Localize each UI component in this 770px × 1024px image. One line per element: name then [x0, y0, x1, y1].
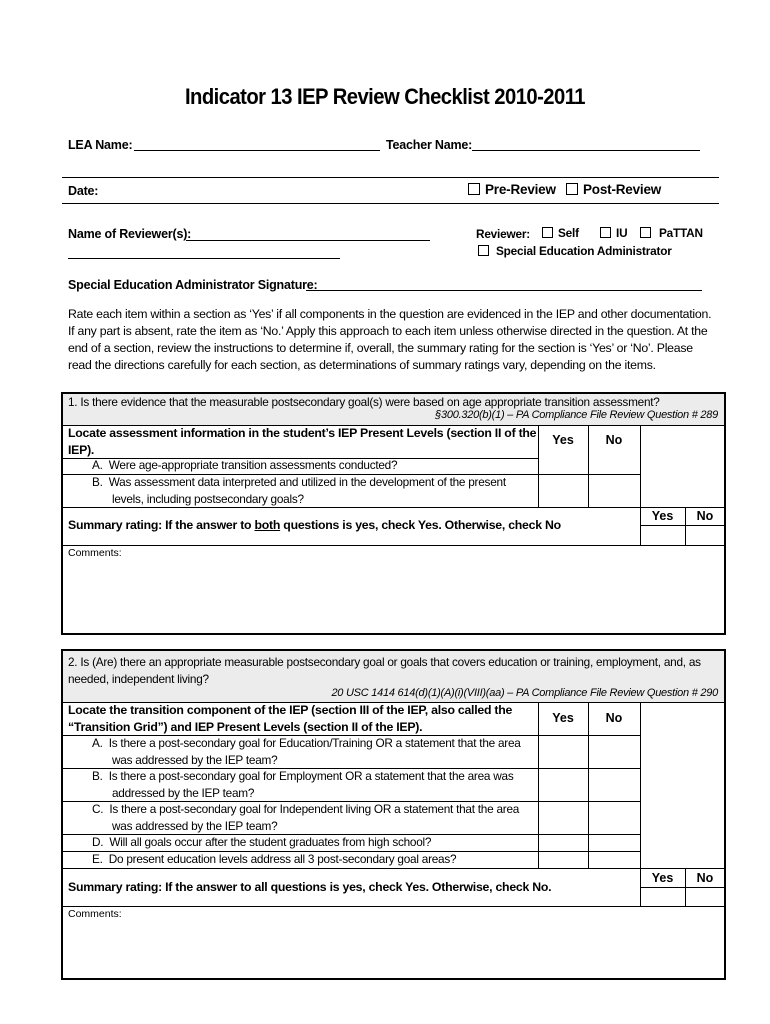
- section-2-item-b-yes-cell[interactable]: [539, 769, 588, 801]
- section-1-summary-no-label: No: [696, 509, 714, 523]
- pre-review-option[interactable]: [468, 182, 556, 197]
- item-text: Is there a post-secondary goal for Employment OR a statement that the area was: [108, 769, 514, 783]
- section-1-yes-header: Yes: [552, 433, 574, 447]
- section-2-item-c-no-cell[interactable]: [589, 802, 640, 834]
- locate-line: Locate the transition component of the IEP (section III of the IEP, also called the: [68, 703, 513, 717]
- instruction-line: end of a section, review the instructions to determine if, overall, the summary rating for the section is ‘Yes’ or ‘No’. Please: [68, 341, 693, 355]
- section-1-item-a: [92, 457, 397, 474]
- reviewer-label: Reviewer:: [476, 227, 530, 241]
- pre-review-label: Pre-Review: [485, 182, 556, 197]
- section-2-item-a-yes-cell[interactable]: [539, 736, 588, 768]
- reviewers-field-2[interactable]: [68, 258, 340, 259]
- row-divider: [62, 545, 725, 546]
- section-2-item-d-no-cell[interactable]: [589, 835, 640, 851]
- date-label: Date:: [68, 184, 99, 198]
- section-1-item-a-yes-cell[interactable]: [539, 458, 588, 474]
- teacher-name-label: Teacher Name:: [386, 138, 473, 152]
- section-2-question: [68, 654, 701, 687]
- section-2-item-a-no-cell[interactable]: [589, 736, 640, 768]
- post-review-option[interactable]: [566, 182, 661, 197]
- item-letter: B.: [92, 769, 103, 783]
- item-letter: A.: [92, 458, 103, 472]
- section-2-summary-no-cell[interactable]: [686, 888, 725, 906]
- item-letter: B.: [92, 475, 103, 489]
- summary-emphasis: both: [254, 518, 281, 532]
- section-2-item-d-yes-cell[interactable]: [539, 835, 588, 851]
- teacher-name-field[interactable]: [472, 150, 700, 151]
- post-review-checkbox[interactable]: [566, 183, 578, 195]
- section-2-no-header: No: [605, 711, 623, 725]
- section-2-item-b: [92, 768, 513, 801]
- section-2-summary: Summary rating: If the answer to all questions is yes, check Yes. Otherwise, check No.: [68, 880, 552, 894]
- section-1-item-a-no-cell[interactable]: [589, 458, 640, 474]
- pattan-label: PaTTAN: [659, 226, 703, 240]
- section-2-citation: 20 USC 1414 614(d)(1)(A)(i)(VIII)(aa) – PA Compliance File Review Question # 290: [331, 687, 718, 699]
- section-1-item-b-no-cell[interactable]: [589, 475, 640, 507]
- section-2-item-e-no-cell[interactable]: [589, 852, 640, 868]
- item-text: Is there a post-secondary goal for Independent living OR a statement that the area: [109, 802, 520, 816]
- divider: [62, 203, 719, 204]
- section-1-summary-yes-cell[interactable]: [641, 526, 685, 545]
- section-1-question: 1. Is there evidence that the measurable postsecondary goal(s) were based on age appropriate transition assessment?: [68, 395, 660, 409]
- item-text: Was assessment data interpreted and utilized in the development of the present: [108, 475, 506, 489]
- iu-option[interactable]: [600, 226, 627, 240]
- locate-line: “Transition Grid”) and IEP Present Levels (section II of the IEP).: [68, 719, 423, 734]
- section-2-summary-yes-cell[interactable]: [641, 888, 685, 906]
- item-text: addressed by the IEP team?: [112, 785, 255, 800]
- section-2-comments-label: Comments:: [68, 908, 122, 920]
- iu-label: IU: [616, 226, 628, 240]
- item-text: Were age-appropriate transition assessments conducted?: [108, 458, 398, 472]
- self-checkbox[interactable]: [542, 227, 553, 238]
- lea-name-field[interactable]: [134, 150, 380, 151]
- iu-checkbox[interactable]: [600, 227, 611, 238]
- row-divider: [62, 507, 725, 508]
- instructions: [68, 306, 718, 374]
- section-2-item-b-no-cell[interactable]: [589, 769, 640, 801]
- sped-admin-label: Special Education Administrator: [496, 244, 672, 258]
- section-1-summary-no-cell[interactable]: [686, 526, 725, 545]
- section-1-summary-yes-label: Yes: [651, 509, 674, 523]
- section-2-item-c: [92, 801, 519, 834]
- section-2-item-e-yes-cell[interactable]: [539, 852, 588, 868]
- section-2-summary-no-label: No: [696, 871, 714, 885]
- summary-text: questions is yes, check Yes. Otherwise, check No: [280, 518, 561, 532]
- item-letter: C.: [92, 802, 104, 816]
- item-text: Do present education levels address all 3 post-secondary goal areas?: [108, 852, 457, 866]
- section-1-no-header: No: [605, 433, 623, 447]
- item-letter: E.: [92, 852, 103, 866]
- instruction-line: read the directions carefully for each section, as determinations of summary ratings vary, depending on the items.: [68, 358, 656, 372]
- instruction-line: Rate each item within a section as ‘Yes’ if all components in the question are evidenced in the IEP and other documentation.: [68, 307, 712, 321]
- section-1-item-b-yes-cell[interactable]: [539, 475, 588, 507]
- row-divider: [62, 906, 725, 907]
- section-2-yes-header: Yes: [552, 711, 574, 725]
- page-title: Indicator 13 IEP Review Checklist 2010-2011: [184, 84, 586, 109]
- locate-line: Locate assessment information in the student’s IEP Present Levels (section II of the: [68, 426, 537, 440]
- section-1-summary: [68, 517, 561, 534]
- col-divider: [640, 702, 641, 868]
- section-1-citation: §300.320(b)(1) – PA Compliance File Review Question # 289: [435, 409, 718, 421]
- section-2-locate: [68, 702, 512, 735]
- question-line: 2. Is (Are) there an appropriate measurable postsecondary goal or goals that covers education or training, employment, and, as: [68, 655, 701, 669]
- summary-text: Summary rating: If the answer to: [68, 518, 255, 532]
- pattan-option[interactable]: [640, 226, 703, 240]
- pre-review-checkbox[interactable]: [468, 183, 480, 195]
- item-letter: D.: [92, 835, 104, 849]
- sped-admin-option[interactable]: [478, 244, 672, 258]
- question-line: needed, independent living?: [68, 671, 209, 686]
- item-letter: A.: [92, 736, 103, 750]
- item-text: Will all goals occur after the student graduates from high school?: [109, 835, 432, 849]
- signature-field[interactable]: [306, 290, 702, 291]
- divider: [62, 177, 719, 178]
- item-text: was addressed by the IEP team?: [112, 818, 278, 833]
- row-divider: [62, 868, 725, 869]
- self-option[interactable]: [542, 226, 579, 240]
- reviewers-label: Name of Reviewer(s):: [68, 227, 192, 241]
- section-1-comments-label: Comments:: [68, 547, 122, 559]
- item-text: Is there a post-secondary goal for Education/Training OR a statement that the area: [108, 736, 521, 750]
- section-2-item-d: [92, 834, 431, 851]
- col-divider: [640, 425, 641, 507]
- signature-label: Special Education Administrator Signature:: [68, 278, 318, 292]
- section-2-comments-field[interactable]: [63, 921, 724, 978]
- locate-line: IEP).: [68, 442, 95, 457]
- pattan-checkbox[interactable]: [640, 227, 651, 238]
- section-2-summary-yes-label: Yes: [651, 871, 674, 885]
- section-1-locate: [68, 425, 536, 458]
- section-2-item-e: [92, 851, 456, 868]
- section-2-item-a: [92, 735, 521, 768]
- sped-admin-checkbox[interactable]: [478, 245, 489, 256]
- section-1-comments-field[interactable]: [63, 560, 724, 633]
- lea-name-label: LEA Name:: [68, 138, 133, 152]
- self-label: Self: [558, 226, 579, 240]
- section-1-item-b: [92, 474, 506, 507]
- reviewers-field[interactable]: [186, 240, 430, 241]
- item-text: levels, including postsecondary goals?: [112, 491, 304, 506]
- section-2-item-c-yes-cell[interactable]: [539, 802, 588, 834]
- instruction-line: If any part is absent, rate the item as ‘No.’ Apply this approach to each item unless otherwise directed in the question. At the: [68, 324, 708, 338]
- item-text: was addressed by the IEP team?: [112, 752, 278, 767]
- post-review-label: Post-Review: [583, 182, 662, 197]
